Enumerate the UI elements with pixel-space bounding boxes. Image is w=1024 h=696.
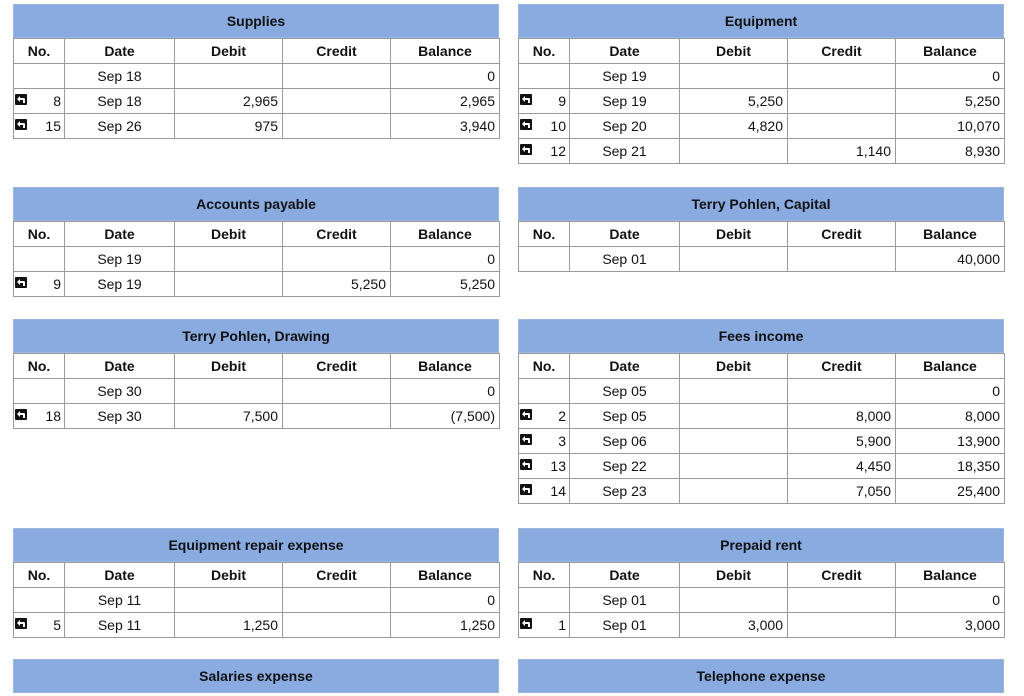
cell-debit: [175, 588, 283, 613]
cell-value-date: Sep 22: [602, 458, 647, 474]
ledger-title: Equipment repair expense: [13, 528, 499, 562]
cell-debit: [680, 247, 788, 272]
ledger-accounts-payable: [13, 187, 499, 297]
cell-balance: [896, 454, 1005, 479]
cell-value-date: Sep 11: [97, 592, 142, 608]
column-header-debit: Debit: [680, 354, 788, 379]
cell-value-no: 3: [558, 433, 566, 449]
cell-debit: [680, 139, 788, 164]
ledger-table: [518, 353, 1005, 504]
cell-value-no: 8: [53, 93, 61, 109]
cell-value-no: 2: [558, 408, 566, 424]
return-arrow-icon[interactable]: [15, 277, 27, 288]
column-header-date: Date: [570, 222, 680, 247]
cell-credit: [788, 454, 896, 479]
cell-no: [14, 247, 65, 272]
column-header-debit: Debit: [175, 39, 283, 64]
cell-value-debit: 4,820: [747, 118, 783, 134]
table-row: [519, 429, 1005, 454]
cell-no: [14, 588, 65, 613]
cell-no: [519, 247, 570, 272]
ledger-table: [13, 353, 500, 429]
cell-credit: [283, 272, 391, 297]
column-header-no: No.: [14, 222, 65, 247]
header-row: [14, 39, 500, 64]
cell-value-date: Sep 19: [602, 93, 647, 109]
cell-debit: [680, 404, 788, 429]
cell-date: [65, 247, 175, 272]
ledger-title: Telephone expense: [518, 659, 1004, 693]
column-header-debit: Debit: [175, 222, 283, 247]
cell-debit: [680, 379, 788, 404]
cell-value-debit: 3,000: [747, 617, 783, 633]
column-header-credit: Credit: [788, 39, 896, 64]
ledger-title: Fees income: [518, 319, 1004, 353]
column-header-credit: Credit: [788, 563, 896, 588]
cell-value-credit: 7,050: [855, 483, 891, 499]
cell-value-debit: 975: [254, 118, 278, 134]
cell-value-credit: 4,450: [855, 458, 891, 474]
cell-balance: [391, 404, 500, 429]
column-header-no: No.: [519, 222, 570, 247]
cell-debit: [175, 64, 283, 89]
cell-date: [65, 272, 175, 297]
cell-balance: [391, 114, 500, 139]
cell-no: [519, 89, 570, 114]
column-header-debit: Debit: [680, 39, 788, 64]
cell-value-balance: 0: [487, 68, 495, 84]
cell-balance: [391, 379, 500, 404]
ledger-table: [13, 221, 500, 297]
cell-value-date: Sep 18: [97, 68, 142, 84]
cell-debit: [175, 613, 283, 638]
cell-value-date: Sep 11: [97, 617, 142, 633]
cell-credit: [283, 64, 391, 89]
cell-date: [570, 588, 680, 613]
return-arrow-icon[interactable]: [520, 94, 532, 105]
cell-date: [570, 114, 680, 139]
cell-value-no: 9: [53, 276, 61, 292]
table-row: [14, 247, 500, 272]
cell-credit: [788, 89, 896, 114]
cell-value-date: Sep 01: [602, 617, 647, 633]
cell-value-date: Sep 18: [97, 93, 142, 109]
cell-no: [519, 64, 570, 89]
cell-no: [519, 479, 570, 504]
column-header-date: Date: [570, 354, 680, 379]
table-row: [14, 588, 500, 613]
cell-debit: [175, 404, 283, 429]
cell-value-date: Sep 19: [97, 251, 142, 267]
column-header-balance: Balance: [896, 222, 1005, 247]
cell-date: [65, 404, 175, 429]
cell-debit: [680, 89, 788, 114]
cell-value-no: 5: [53, 617, 61, 633]
column-header-debit: Debit: [680, 222, 788, 247]
cell-balance: [391, 613, 500, 638]
column-header-credit: Credit: [283, 563, 391, 588]
return-arrow-icon[interactable]: [520, 434, 532, 445]
cell-value-balance: 5,250: [964, 93, 1000, 109]
cell-no: [14, 272, 65, 297]
column-header-date: Date: [65, 563, 175, 588]
cell-credit: [788, 247, 896, 272]
cell-value-balance: 18,350: [957, 458, 1000, 474]
ledger-table: [518, 562, 1005, 638]
table-row: [14, 89, 500, 114]
cell-date: [570, 89, 680, 114]
cell-credit: [283, 89, 391, 114]
column-header-no: No.: [519, 354, 570, 379]
column-header-credit: Credit: [788, 354, 896, 379]
cell-no: [14, 114, 65, 139]
column-header-balance: Balance: [391, 39, 500, 64]
cell-value-credit: 5,900: [855, 433, 891, 449]
table-row: [14, 613, 500, 638]
cell-value-no: 10: [550, 118, 566, 134]
cell-no: [14, 404, 65, 429]
cell-value-no: 15: [45, 118, 61, 134]
ledger-equipment: [518, 4, 1004, 164]
column-header-date: Date: [65, 354, 175, 379]
cell-date: [65, 89, 175, 114]
table-row: [519, 404, 1005, 429]
ledger-title: Terry Pohlen, Drawing: [13, 319, 499, 353]
ledger-title: Equipment: [518, 4, 1004, 38]
table-row: [519, 247, 1005, 272]
ledger-title: Supplies: [13, 4, 499, 38]
ledger-title: Salaries expense: [13, 659, 499, 693]
column-header-balance: Balance: [896, 354, 1005, 379]
return-arrow-icon[interactable]: [520, 618, 532, 629]
ledger-salaries-expense: [13, 659, 499, 693]
ledger-table: [518, 221, 1005, 272]
column-header-date: Date: [570, 39, 680, 64]
cell-date: [570, 479, 680, 504]
cell-no: [519, 588, 570, 613]
ledger-capital: [518, 187, 1004, 272]
cell-value-date: Sep 30: [97, 383, 142, 399]
cell-debit: [680, 588, 788, 613]
cell-value-balance: 2,965: [459, 93, 495, 109]
cell-debit: [175, 89, 283, 114]
cell-date: [65, 588, 175, 613]
cell-balance: [391, 588, 500, 613]
cell-credit: [283, 247, 391, 272]
column-header-date: Date: [65, 222, 175, 247]
cell-credit: [788, 64, 896, 89]
column-header-date: Date: [570, 563, 680, 588]
cell-date: [570, 613, 680, 638]
cell-debit: [680, 64, 788, 89]
column-header-balance: Balance: [391, 563, 500, 588]
return-arrow-icon[interactable]: [15, 409, 27, 420]
return-arrow-icon[interactable]: [520, 484, 532, 495]
cell-no: [519, 404, 570, 429]
header-row: [519, 39, 1005, 64]
cell-no: [519, 613, 570, 638]
header-row: [14, 563, 500, 588]
return-arrow-icon[interactable]: [520, 119, 532, 130]
cell-balance: [896, 613, 1005, 638]
cell-balance: [896, 64, 1005, 89]
return-arrow-icon[interactable]: [520, 409, 532, 420]
cell-no: [519, 429, 570, 454]
column-header-credit: Credit: [283, 39, 391, 64]
cell-value-balance: 10,070: [957, 118, 1000, 134]
cell-value-debit: 1,250: [242, 617, 278, 633]
column-header-no: No.: [14, 354, 65, 379]
table-row: [519, 588, 1005, 613]
column-header-balance: Balance: [896, 39, 1005, 64]
return-arrow-icon[interactable]: [15, 618, 27, 629]
cell-debit: [680, 429, 788, 454]
cell-value-date: Sep 23: [602, 483, 647, 499]
ledger-supplies: [13, 4, 499, 139]
cell-no: [519, 114, 570, 139]
cell-no: [14, 613, 65, 638]
table-row: [14, 379, 500, 404]
cell-no: [519, 379, 570, 404]
column-header-no: No.: [14, 563, 65, 588]
return-arrow-icon[interactable]: [520, 459, 532, 470]
cell-debit: [680, 479, 788, 504]
cell-date: [65, 379, 175, 404]
cell-credit: [788, 114, 896, 139]
table-row: [519, 64, 1005, 89]
table-row: [519, 379, 1005, 404]
cell-value-credit: 5,250: [350, 276, 386, 292]
header-row: [519, 354, 1005, 379]
cell-debit: [175, 379, 283, 404]
table-row: [519, 613, 1005, 638]
cell-value-balance: (7,500): [450, 408, 495, 424]
cell-balance: [896, 404, 1005, 429]
header-row: [14, 354, 500, 379]
cell-value-balance: 13,900: [957, 433, 1000, 449]
cell-no: [519, 454, 570, 479]
column-header-no: No.: [519, 563, 570, 588]
cell-credit: [788, 613, 896, 638]
cell-value-date: Sep 21: [602, 143, 647, 159]
cell-value-date: Sep 05: [602, 408, 647, 424]
header-row: [519, 222, 1005, 247]
cell-value-balance: 25,400: [957, 483, 1000, 499]
table-row: [519, 139, 1005, 164]
cell-value-no: 9: [558, 93, 566, 109]
ledger-title: Accounts payable: [13, 187, 499, 221]
cell-value-date: Sep 26: [97, 118, 142, 134]
cell-date: [65, 114, 175, 139]
cell-date: [570, 379, 680, 404]
cell-no: [14, 64, 65, 89]
cell-debit: [175, 114, 283, 139]
cell-value-date: Sep 01: [602, 592, 647, 608]
cell-value-date: Sep 06: [602, 433, 647, 449]
cell-value-credit: 1,140: [855, 143, 891, 159]
header-row: [14, 222, 500, 247]
cell-credit: [788, 379, 896, 404]
cell-value-balance: 0: [992, 68, 1000, 84]
cell-balance: [391, 89, 500, 114]
ledger-repair-expense: [13, 528, 499, 638]
column-header-credit: Credit: [283, 222, 391, 247]
cell-value-no: 14: [550, 483, 566, 499]
cell-value-date: Sep 05: [602, 383, 647, 399]
cell-value-balance: 0: [992, 592, 1000, 608]
ledger-title: Terry Pohlen, Capital: [518, 187, 1004, 221]
cell-balance: [896, 479, 1005, 504]
table-row: [519, 114, 1005, 139]
header-row: [519, 563, 1005, 588]
ledger-prepaid-rent: [518, 528, 1004, 638]
cell-credit: [283, 613, 391, 638]
cell-debit: [680, 613, 788, 638]
cell-value-balance: 8,000: [964, 408, 1000, 424]
cell-value-balance: 0: [487, 592, 495, 608]
table-row: [14, 272, 500, 297]
cell-value-balance: 3,000: [964, 617, 1000, 633]
cell-credit: [283, 379, 391, 404]
cell-value-no: 12: [550, 143, 566, 159]
table-row: [14, 64, 500, 89]
cell-balance: [896, 588, 1005, 613]
cell-credit: [788, 139, 896, 164]
ledger-drawing: [13, 319, 499, 429]
cell-date: [65, 613, 175, 638]
cell-value-credit: 8,000: [855, 408, 891, 424]
ledger-table: [518, 38, 1005, 164]
cell-date: [65, 64, 175, 89]
cell-balance: [896, 247, 1005, 272]
cell-date: [570, 404, 680, 429]
cell-balance: [896, 114, 1005, 139]
column-header-credit: Credit: [283, 354, 391, 379]
column-header-balance: Balance: [391, 354, 500, 379]
cell-credit: [283, 588, 391, 613]
column-header-date: Date: [65, 39, 175, 64]
ledger-title: Prepaid rent: [518, 528, 1004, 562]
cell-value-date: Sep 19: [97, 276, 142, 292]
ledger-telephone-expense: [518, 659, 1004, 693]
cell-value-balance: 40,000: [957, 251, 1000, 267]
table-row: [519, 479, 1005, 504]
cell-date: [570, 454, 680, 479]
table-row: [519, 89, 1005, 114]
cell-value-no: 13: [550, 458, 566, 474]
cell-credit: [788, 404, 896, 429]
cell-no: [14, 379, 65, 404]
cell-debit: [175, 272, 283, 297]
cell-debit: [175, 247, 283, 272]
cell-value-balance: 3,940: [459, 118, 495, 134]
cell-balance: [896, 139, 1005, 164]
column-header-balance: Balance: [896, 563, 1005, 588]
column-header-no: No.: [14, 39, 65, 64]
table-row: [14, 404, 500, 429]
return-arrow-icon[interactable]: [15, 119, 27, 130]
ledger-table: [13, 38, 500, 139]
column-header-no: No.: [519, 39, 570, 64]
cell-no: [519, 139, 570, 164]
cell-credit: [788, 479, 896, 504]
cell-date: [570, 64, 680, 89]
ledger-fees-income: [518, 319, 1004, 504]
ledger-table: [13, 562, 500, 638]
cell-value-balance: 8,930: [964, 143, 1000, 159]
cell-balance: [391, 272, 500, 297]
column-header-debit: Debit: [175, 563, 283, 588]
cell-value-balance: 0: [487, 251, 495, 267]
cell-balance: [391, 247, 500, 272]
cell-credit: [283, 114, 391, 139]
column-header-debit: Debit: [680, 563, 788, 588]
cell-credit: [283, 404, 391, 429]
column-header-credit: Credit: [788, 222, 896, 247]
cell-value-no: 1: [558, 617, 566, 633]
return-arrow-icon[interactable]: [15, 94, 27, 105]
cell-value-no: 18: [45, 408, 61, 424]
cell-debit: [680, 114, 788, 139]
cell-value-balance: 1,250: [459, 617, 495, 633]
table-row: [519, 454, 1005, 479]
cell-credit: [788, 588, 896, 613]
return-arrow-icon[interactable]: [520, 144, 532, 155]
cell-value-debit: 7,500: [242, 408, 278, 424]
cell-credit: [788, 429, 896, 454]
cell-value-balance: 0: [992, 383, 1000, 399]
cell-no: [14, 89, 65, 114]
column-header-balance: Balance: [391, 222, 500, 247]
cell-balance: [896, 429, 1005, 454]
cell-value-date: Sep 20: [602, 118, 647, 134]
cell-debit: [680, 454, 788, 479]
cell-date: [570, 429, 680, 454]
table-row: [14, 114, 500, 139]
cell-date: [570, 247, 680, 272]
column-header-debit: Debit: [175, 354, 283, 379]
cell-balance: [896, 89, 1005, 114]
cell-balance: [391, 64, 500, 89]
cell-value-balance: 0: [487, 383, 495, 399]
cell-date: [570, 139, 680, 164]
cell-value-date: Sep 01: [602, 251, 647, 267]
cell-value-date: Sep 19: [602, 68, 647, 84]
cell-value-balance: 5,250: [459, 276, 495, 292]
cell-value-date: Sep 30: [97, 408, 142, 424]
cell-balance: [896, 379, 1005, 404]
cell-value-debit: 2,965: [242, 93, 278, 109]
cell-value-debit: 5,250: [747, 93, 783, 109]
